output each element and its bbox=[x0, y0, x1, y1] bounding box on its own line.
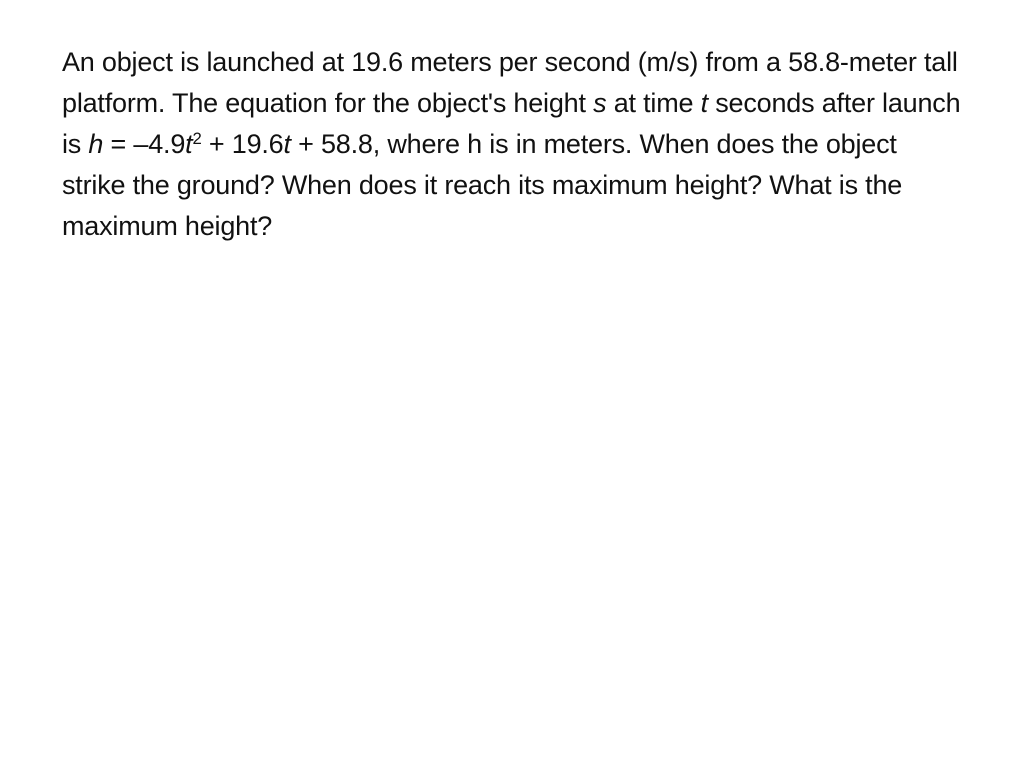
variable-t-linear: t bbox=[283, 129, 291, 159]
equation-linear-term: + 19.6 bbox=[201, 129, 284, 159]
equation-coefficient: = –4.9 bbox=[103, 129, 186, 159]
variable-s: s bbox=[593, 88, 607, 118]
problem-text-part-2: at time bbox=[606, 88, 701, 118]
variable-t: t bbox=[700, 88, 708, 118]
problem-text-part-1: An object is launched at 19.6 meters per second (m/s) from a 58.8-meter tall platform. The equation for the object's height bbox=[62, 47, 958, 118]
exponent: 2 bbox=[192, 128, 202, 148]
variable-t-squared: t bbox=[185, 129, 193, 159]
problem-text-part-4: + 58.8, where h is in meters. When does the object strike the ground? When does it reach its maximum height? What is the maximum height? bbox=[62, 129, 903, 241]
variable-h: h bbox=[88, 129, 104, 159]
problem-text bbox=[62, 42, 962, 247]
problem-text-part-3: seconds after launch is bbox=[62, 88, 961, 159]
